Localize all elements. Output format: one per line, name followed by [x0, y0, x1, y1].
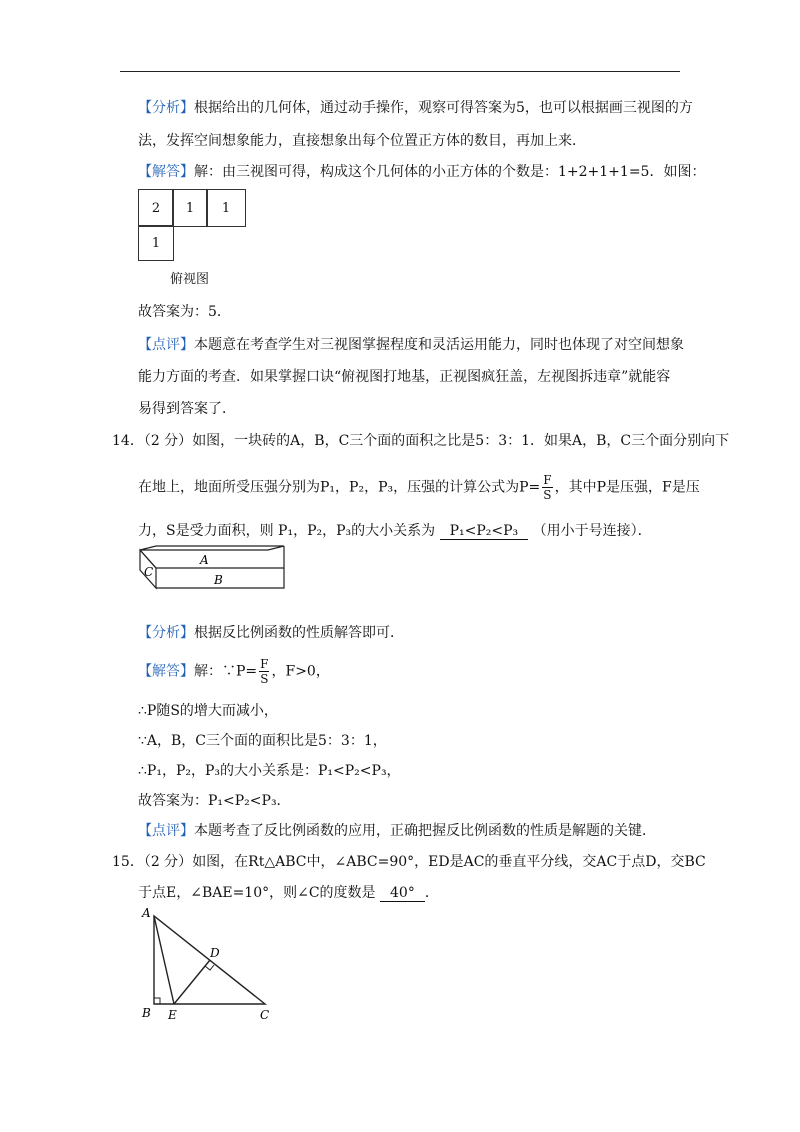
answer-blank: P₁<P₂<P₃: [440, 523, 529, 540]
q13-answer-line: 故答案为：5．: [138, 304, 231, 320]
answer-blank: 40°: [380, 885, 425, 902]
pressure-fraction: $\frac{F}{S}$: [543, 473, 552, 502]
analysis-text: 根据反比例函数的性质解答即可．: [194, 625, 404, 641]
q14-solution-line1: [138, 658, 330, 685]
analysis-tag: 【分析】: [138, 625, 194, 641]
q14-analysis: [138, 622, 404, 642]
solution-text: ，F>0，: [271, 663, 330, 680]
q15-line2: [138, 882, 439, 902]
q14-solution-line2: ∴P随S的增大而减小，: [138, 703, 278, 719]
comment-tag: 【点评】: [138, 823, 194, 839]
question-text: ．: [424, 885, 439, 901]
solution-text: 解：∵P=: [194, 663, 258, 680]
question-text: 力，S是受力面积，则 P₁，P₂，P₃的大小关系为: [138, 523, 436, 539]
q14-solution-line3: ∵A，B，C三个面的面积比是5：3：1，: [138, 733, 387, 749]
pressure-fraction: $\frac{F}{S}$: [260, 657, 269, 686]
q14-solution-line4: ∴P₁，P₂，P₃的大小关系是：P₁<P₂<P₃，: [138, 763, 401, 779]
q13-analysis-line2: 法，发挥空间想象能力，直接想象出每个位置正方体的数目，再加上来．: [138, 133, 586, 149]
triangle-figure: [138, 904, 278, 1024]
q14-solution-line5: 故答案为：P₁<P₂<P₃．: [138, 793, 291, 809]
comment-text: 本题考查了反比例函数的应用，正确把握反比例函数的性质是解题的关键．: [194, 823, 656, 839]
q14-line2: [138, 474, 700, 501]
face-label-a: A: [200, 553, 209, 567]
grid-cell: 1: [138, 225, 174, 261]
grid-cell: 1: [172, 189, 208, 227]
vertex-label-b: B: [142, 1006, 151, 1020]
q13-analysis-line1: [138, 97, 693, 117]
grid-cell: 1: [206, 189, 246, 227]
brick-figure: [138, 544, 288, 596]
vertex-label-e: E: [168, 1008, 177, 1022]
solution-text: 解：由三视图可得，构成这个几何体的小正方体的个数是：1+2+1+1=5．如图：: [194, 164, 706, 180]
face-label-c: C: [144, 565, 154, 579]
analysis-tag: 【分析】: [138, 100, 194, 116]
question-text: 于点E，∠BAE=10°，则∠C的度数是: [138, 885, 376, 901]
q13-solution-line1: [138, 161, 705, 181]
question-text: 如图，在Rt△ABC中，∠ABC=90°，ED是AC的垂直平分线，交AC于点D，交BC: [192, 854, 706, 870]
q15-line1: [112, 851, 706, 871]
question-number: 15．: [112, 854, 144, 870]
q13-comment-line1: [138, 334, 684, 354]
solution-tag: 【解答】: [138, 663, 194, 680]
grid-cell: 2: [138, 189, 174, 227]
comment-text: 本题意在考查学生对三视图掌握程度和灵活运用能力，同时也体现了对空间想象: [194, 337, 684, 353]
question-text: 如图，一块砖的A，B，C三个面的面积之比是5：3：1．如果A，B，C三个面分别向下: [192, 433, 730, 449]
analysis-text: 根据给出的几何体，通过动手操作，观察可得答案为5，也可以根据画三视图的方: [194, 100, 693, 116]
solution-tag: 【解答】: [138, 164, 194, 180]
vertex-label-c: C: [260, 1008, 270, 1022]
question-text: 在地上，地面所受压强分别为P₁，P₂，P₃，压强的计算公式为P=: [138, 479, 541, 496]
grid-caption: 俯视图: [170, 272, 210, 287]
question-text: ，其中P是压强，F是压: [554, 479, 700, 496]
q14-line1: [112, 430, 729, 450]
q13-comment-line3: 易得到答案了．: [138, 401, 236, 417]
face-label-b: B: [214, 573, 223, 587]
vertex-label-d: D: [210, 946, 220, 960]
question-points: （2 分）: [143, 854, 193, 870]
q14-line3: [138, 520, 652, 540]
question-text: （用小于号连接）．: [532, 523, 652, 539]
vertex-label-a: A: [142, 906, 151, 920]
q13-comment-line2: 能力方面的考查．如果掌握口诀“俯视图打地基，正视图疯狂盖，左视图拆违章”就能容: [138, 369, 671, 385]
question-number: 14．: [112, 433, 144, 449]
question-points: （2 分）: [143, 433, 193, 449]
q14-comment: [138, 820, 656, 840]
header-rule: [120, 71, 680, 72]
comment-tag: 【点评】: [138, 337, 194, 353]
